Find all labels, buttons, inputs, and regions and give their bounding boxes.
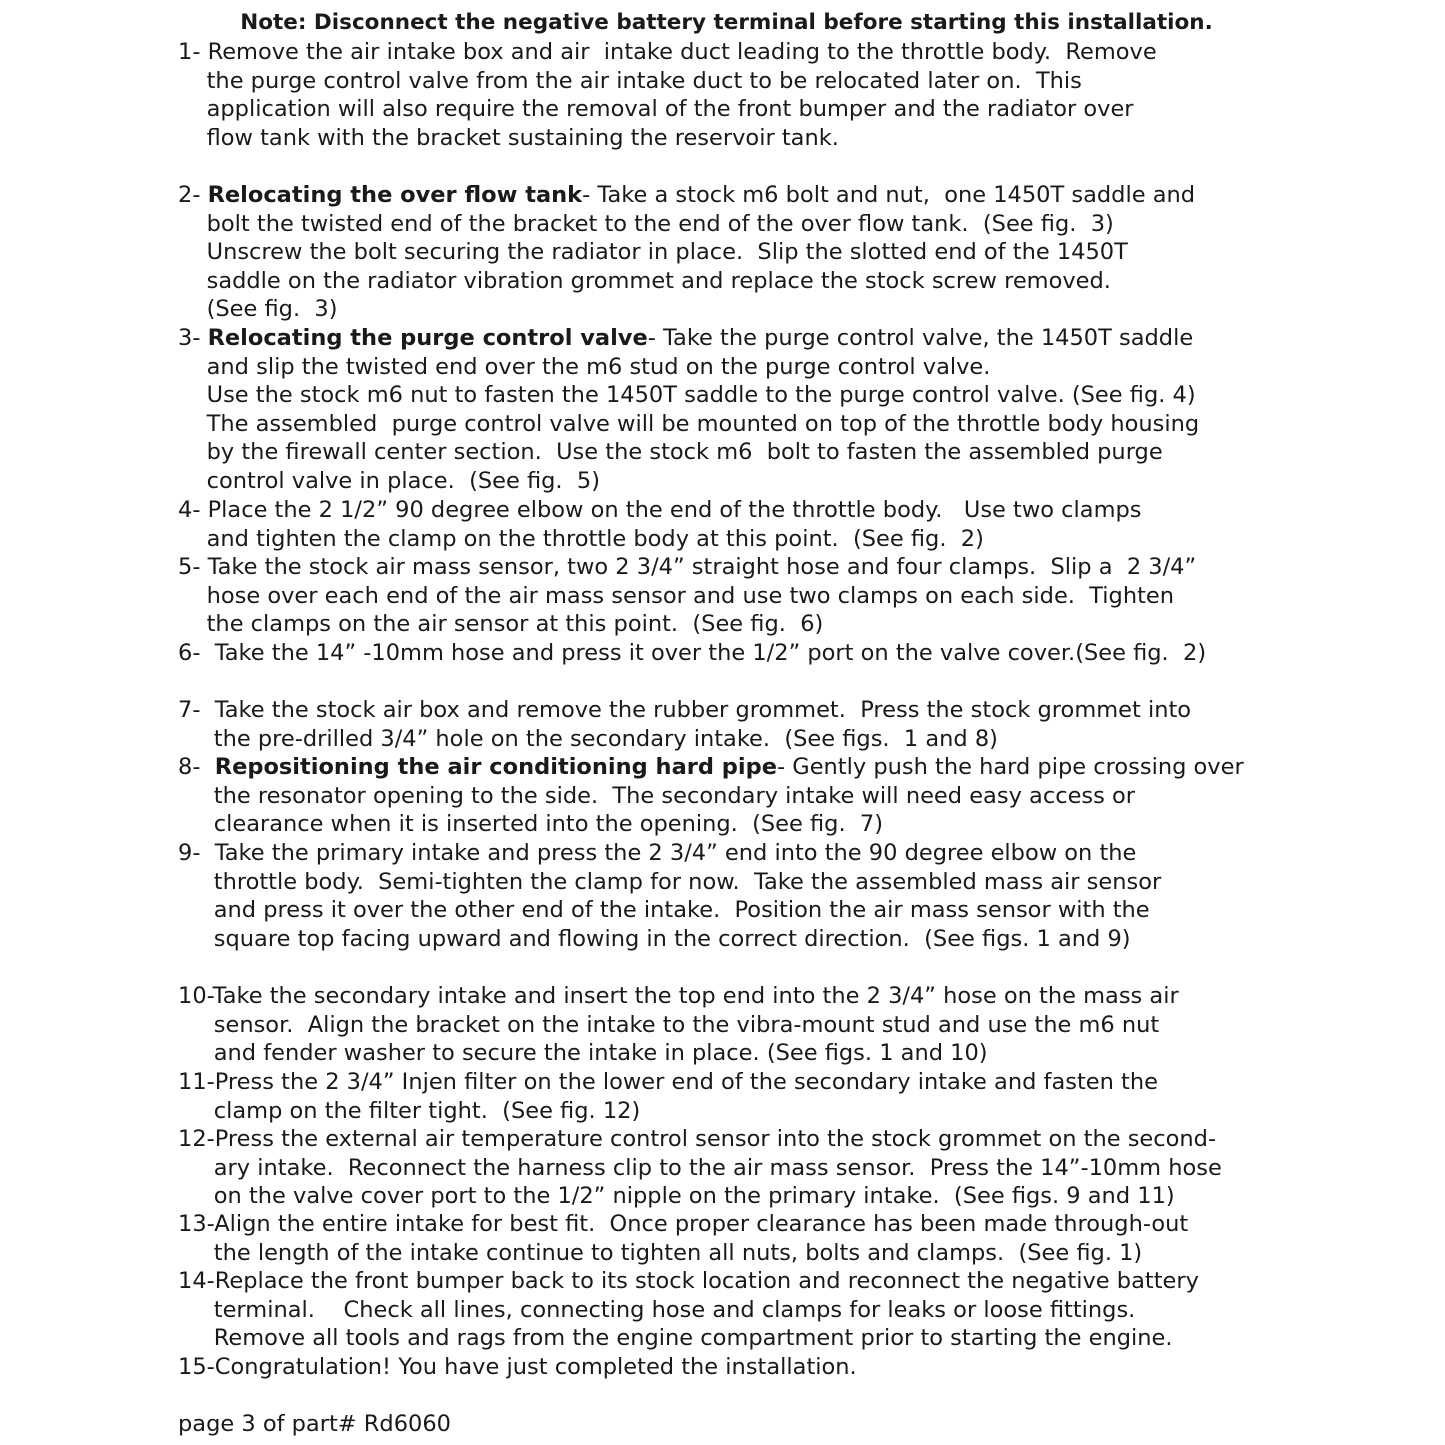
step-line: Remove all tools and rags from the engine compartment prior to starting the engine. bbox=[178, 1325, 1173, 1352]
step-6 bbox=[178, 639, 1298, 668]
step-line: flow tank with the bracket sustaining the reservoir tank. bbox=[178, 124, 839, 151]
step-5 bbox=[178, 553, 1298, 639]
step-line: 11-Press the 2 3/4” Injen filter on the lower end of the secondary intake and fasten the bbox=[178, 1069, 1158, 1095]
step-line bbox=[178, 753, 1298, 782]
step-8 bbox=[178, 753, 1298, 839]
step-line bbox=[178, 181, 1298, 210]
step-text: - Take the purge control valve, the 1450T saddle bbox=[647, 325, 1194, 351]
step-line: sensor. Align the bracket on the intake to the vibra-mount stud and use the m6 nut bbox=[178, 1011, 1160, 1038]
step-line: control valve in place. (See fig. 5) bbox=[178, 467, 600, 494]
step-line: clearance when it is inserted into the opening. (See fig. 7) bbox=[178, 811, 884, 838]
step-line: terminal. Check all lines, connecting hose and clamps for leaks or loose fittings. bbox=[178, 1296, 1136, 1323]
step-number: 2- bbox=[178, 182, 208, 208]
step-line: the length of the intake continue to tighten all nuts, bolts and clamps. (See fig. 1) bbox=[178, 1239, 1143, 1266]
step-text: - Gently push the hard pipe crossing over bbox=[776, 754, 1244, 780]
step-line: 7- Take the stock air box and remove the rubber grommet. Press the stock grommet into bbox=[178, 697, 1192, 723]
step-heading: Relocating the over flow tank bbox=[207, 182, 583, 208]
step-line: Unscrew the bolt securing the radiator in place. Slip the slotted end of the 1450T bbox=[178, 239, 1128, 266]
step-line: (See fig. 3) bbox=[178, 296, 338, 323]
step-line: The assembled purge control valve will be mounted on top of the throttle body housing bbox=[178, 410, 1200, 437]
step-line: 9- Take the primary intake and press the 2 3/4” end into the 90 degree elbow on the bbox=[178, 840, 1137, 866]
step-7 bbox=[178, 696, 1298, 753]
step-number: 8- bbox=[178, 754, 215, 780]
step-number: 3- bbox=[178, 325, 208, 351]
step-line: and press it over the other end of the intake. Position the air mass sensor with the bbox=[178, 897, 1150, 924]
step-line: 4- Place the 2 1/2” 90 degree elbow on the end of the throttle body. Use two clamps bbox=[178, 497, 1142, 523]
step-line: 1- Remove the air intake box and air intake duct leading to the throttle body. Remove bbox=[178, 39, 1157, 65]
step-4 bbox=[178, 496, 1298, 553]
step-13 bbox=[178, 1210, 1298, 1267]
step-12 bbox=[178, 1125, 1298, 1211]
step-line: 12-Press the external air temperature control sensor into the stock grommet on the second- bbox=[178, 1126, 1217, 1152]
step-line: and tighten the clamp on the throttle body at this point. (See fig. 2) bbox=[178, 525, 984, 552]
page-footer: page 3 of part# Rd6060 bbox=[178, 1411, 451, 1437]
step-line: throttle body. Semi-tighten the clamp for now. Take the assembled mass air sensor bbox=[178, 868, 1162, 895]
step-9 bbox=[178, 839, 1298, 953]
step-line: the resonator opening to the side. The secondary intake will need easy access or bbox=[178, 782, 1136, 809]
step-line: bolt the twisted end of the bracket to the end of the over flow tank. (See fig. 3) bbox=[178, 210, 1114, 237]
step-line: square top facing upward and flowing in the correct direction. (See figs. 1 and 9) bbox=[178, 925, 1131, 952]
step-line bbox=[178, 324, 1298, 353]
step-line: hose over each end of the air mass sensor and use two clamps on each side. Tighten bbox=[178, 582, 1175, 609]
safety-note: Note: Disconnect the negative battery terminal before starting this installation. bbox=[240, 10, 1213, 35]
step-14 bbox=[178, 1267, 1298, 1353]
step-1 bbox=[178, 38, 1298, 152]
step-15 bbox=[178, 1353, 1298, 1382]
step-line: 13-Align the entire intake for best fit. Once proper clearance has been made through-out bbox=[178, 1211, 1189, 1237]
step-line: 14-Replace the front bumper back to its stock location and reconnect the negative battery bbox=[178, 1268, 1199, 1294]
step-line: Use the stock m6 nut to fasten the 1450T saddle to the purge control valve. (See fig. 4) bbox=[178, 382, 1196, 409]
step-line: 5- Take the stock air mass sensor, two 2 3/4” straight hose and four clamps. Slip a 2 3/4” bbox=[178, 554, 1197, 580]
step-line: the pre-drilled 3/4” hole on the secondary intake. (See figs. 1 and 8) bbox=[178, 725, 998, 752]
step-line: clamp on the filter tight. (See fig. 12) bbox=[178, 1097, 641, 1124]
step-line: ary intake. Reconnect the harness clip to the air mass sensor. Press the 14”-10mm hose bbox=[178, 1154, 1222, 1181]
step-line: saddle on the radiator vibration grommet and replace the stock screw removed. bbox=[178, 267, 1111, 294]
step-10 bbox=[178, 982, 1298, 1068]
step-line: 15-Congratulation! You have just completed the installation. bbox=[178, 1354, 857, 1380]
step-line: and slip the twisted end over the m6 stud on the purge control valve. bbox=[178, 353, 991, 380]
step-2 bbox=[178, 181, 1298, 324]
step-11 bbox=[178, 1068, 1298, 1125]
step-text: - Take a stock m6 bolt and nut, one 1450T saddle and bbox=[582, 182, 1196, 208]
step-heading: Repositioning the air conditioning hard pipe bbox=[214, 754, 777, 780]
step-line: on the valve cover port to the 1/2” nipple on the primary intake. (See figs. 9 and 11) bbox=[178, 1183, 1175, 1210]
step-line: the purge control valve from the air intake duct to be relocated later on. This bbox=[178, 67, 1082, 94]
step-line: by the firewall center section. Use the stock m6 bolt to fasten the assembled purge bbox=[178, 439, 1163, 466]
step-3 bbox=[178, 324, 1298, 496]
step-line: the clamps on the air sensor at this point. (See fig. 6) bbox=[178, 611, 824, 638]
step-line: 10-Take the secondary intake and insert the top end into the 2 3/4” hose on the mass air bbox=[178, 983, 1179, 1009]
step-line: and fender washer to secure the intake in place. (See figs. 1 and 10) bbox=[178, 1040, 988, 1067]
step-line: application will also require the removal of the front bumper and the radiator over bbox=[178, 96, 1134, 123]
step-heading: Relocating the purge control valve bbox=[207, 325, 648, 351]
step-line: 6- Take the 14” -10mm hose and press it over the 1/2” port on the valve cover.(See fig. 2) bbox=[178, 640, 1207, 666]
